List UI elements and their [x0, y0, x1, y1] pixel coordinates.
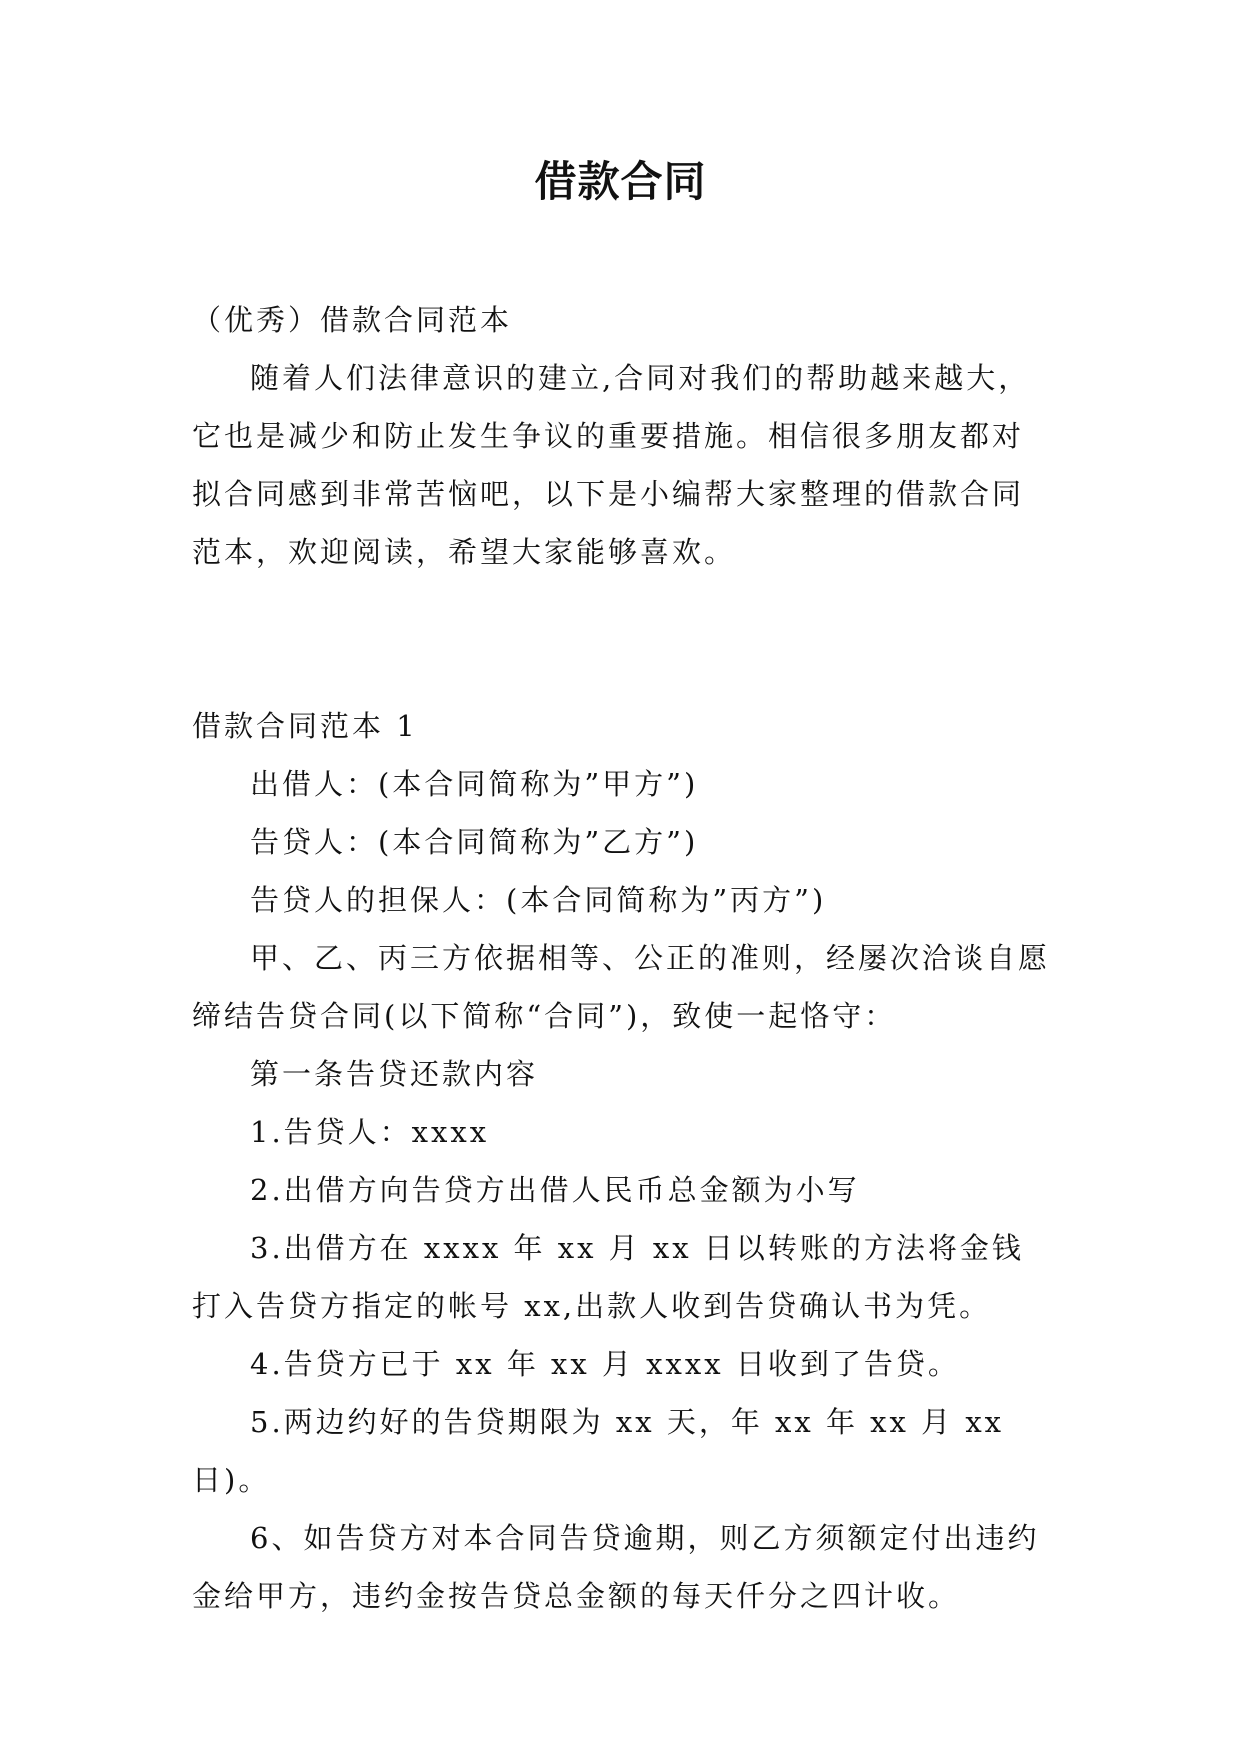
- clause-1: 1.告贷人：xxxx: [250, 1115, 490, 1149]
- article-heading: 第一条告贷还款内容: [250, 1057, 539, 1091]
- document-subtitle: （优秀）借款合同范本: [192, 303, 513, 337]
- clause-2: 2.出借方向告贷方出借人民币总金额为小写: [250, 1173, 860, 1207]
- lender-line: 出借人：(本合同简称为”甲方”): [250, 767, 699, 801]
- intro-section: [192, 349, 1052, 581]
- sample-section: [192, 697, 1052, 1625]
- agreement-paragraph: 甲、乙、丙三方依据相等、公正的准则，经屡次洽谈自愿缔结告贷合同(以下简称“合同”)，致使一起恪守：: [192, 941, 1051, 1033]
- sample-heading: 借款合同范本 1: [192, 709, 418, 743]
- intro-paragraph: 随着人们法律意识的建立,合同对我们的帮助越来越大，它也是减少和防止发生争议的重要措施。相信很多朋友都对拟合同感到非常苦恼吧，以下是小编帮大家整理的借款合同范本，欢迎阅读，希望大家能够喜欢。: [192, 361, 1031, 569]
- clause-5: 5.两边约好的告贷期限为 xx 天，年 xx 年 xx 月 xx 日)。: [192, 1405, 1005, 1497]
- clause-4: 4.告贷方已于 xx 年 xx 月 xxxx 日收到了告贷。: [250, 1347, 960, 1381]
- borrower-line: 告贷人：(本合同简称为”乙方”): [250, 825, 699, 859]
- guarantor-line: 告贷人的担保人：(本合同简称为”丙方”): [250, 883, 827, 917]
- clause-6: 6、如告贷方对本合同告贷逾期，则乙方须额定付出违约金给甲方，违约金按告贷总金额的每天仟分之四计收。: [192, 1521, 1040, 1613]
- document-title: 借款合同: [534, 157, 707, 206]
- clause-3: 3.出借方在 xxxx 年 xx 月 xx 日以转账的方法将金钱打入告贷方指定的帐号 xx,出款人收到告贷确认书为凭。: [192, 1231, 1024, 1323]
